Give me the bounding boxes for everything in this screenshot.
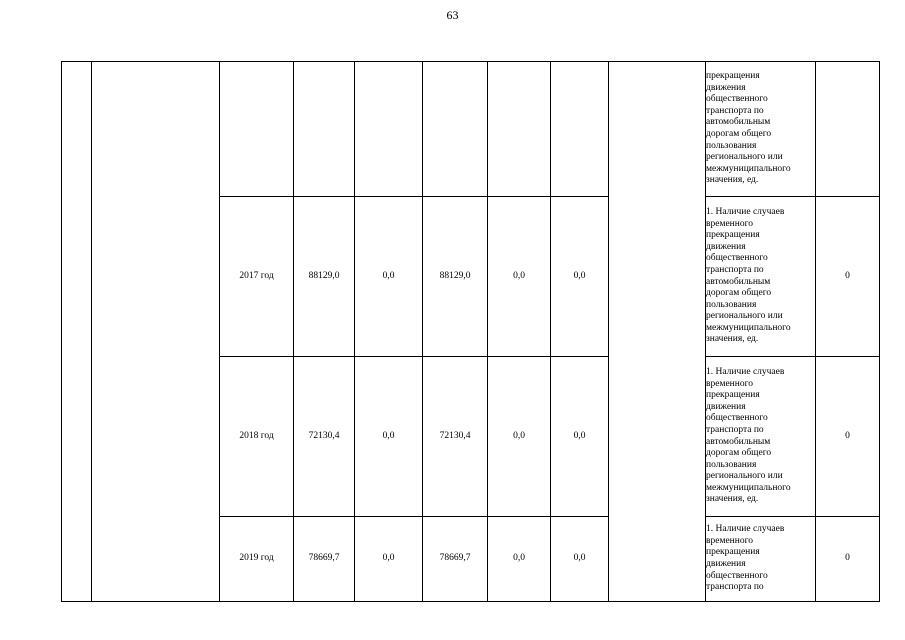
year-cell: 2018 год bbox=[220, 357, 294, 517]
total-cell: 88129,0 bbox=[294, 197, 355, 357]
event-name-cell bbox=[92, 62, 220, 602]
regional-budget-cell: 72130,4 bbox=[423, 357, 488, 517]
regional-budget-cell bbox=[423, 62, 488, 197]
page-number: 63 bbox=[446, 8, 459, 22]
target-value-cell: 0 bbox=[816, 517, 880, 602]
target-value-cell: 0 bbox=[816, 357, 880, 517]
indicator-text: 1. Наличие случаев временного прекращения движения общественного транспорта по bbox=[706, 524, 785, 593]
local-budget-cell: 0,0 bbox=[488, 517, 551, 602]
other-sources-cell: 0,0 bbox=[551, 357, 609, 517]
target-value-cell bbox=[816, 62, 880, 197]
federal-budget-cell bbox=[355, 62, 423, 197]
target-value-cell: 0 bbox=[816, 197, 880, 357]
other-sources-cell: 0,0 bbox=[551, 517, 609, 602]
other-sources-cell bbox=[551, 62, 609, 197]
regional-budget-cell: 88129,0 bbox=[423, 197, 488, 357]
indicator-text: 1. Наличие случаев временного прекращения движения общественного транспорта по автомобильным дорогам общего пользования регионального или межмуниципального значения, ед. bbox=[706, 366, 791, 505]
federal-budget-cell: 0,0 bbox=[355, 197, 423, 357]
local-budget-cell: 0,0 bbox=[488, 357, 551, 517]
federal-budget-cell: 0,0 bbox=[355, 517, 423, 602]
table-row bbox=[62, 62, 880, 197]
number-cell bbox=[62, 62, 92, 602]
total-cell: 78669,7 bbox=[294, 517, 355, 602]
indicator-cell bbox=[706, 62, 816, 197]
indicator-cell bbox=[706, 357, 816, 517]
federal-budget-cell: 0,0 bbox=[355, 357, 423, 517]
local-budget-cell: 0,0 bbox=[488, 197, 551, 357]
year-cell: 2019 год bbox=[220, 517, 294, 602]
total-cell bbox=[294, 62, 355, 197]
year-cell bbox=[220, 62, 294, 197]
total-cell: 72130,4 bbox=[294, 357, 355, 517]
local-budget-cell bbox=[488, 62, 551, 197]
regional-budget-cell: 78669,7 bbox=[423, 517, 488, 602]
year-cell: 2017 год bbox=[220, 197, 294, 357]
indicator-text: 1. Наличие случаев временного прекращения движения общественного транспорта по автомобильным дорогам общего пользования регионального или межмуниципального значения, ед. bbox=[706, 206, 791, 345]
indicator-text: прекращения движения общественного транспорта по автомобильным дорогам общего пользования регионального или межмуниципального значения, ед. bbox=[706, 71, 791, 186]
indicator-cell bbox=[706, 517, 816, 602]
executor-cell bbox=[609, 62, 706, 602]
indicator-cell bbox=[706, 197, 816, 357]
program-table bbox=[61, 61, 880, 602]
other-sources-cell: 0,0 bbox=[551, 197, 609, 357]
